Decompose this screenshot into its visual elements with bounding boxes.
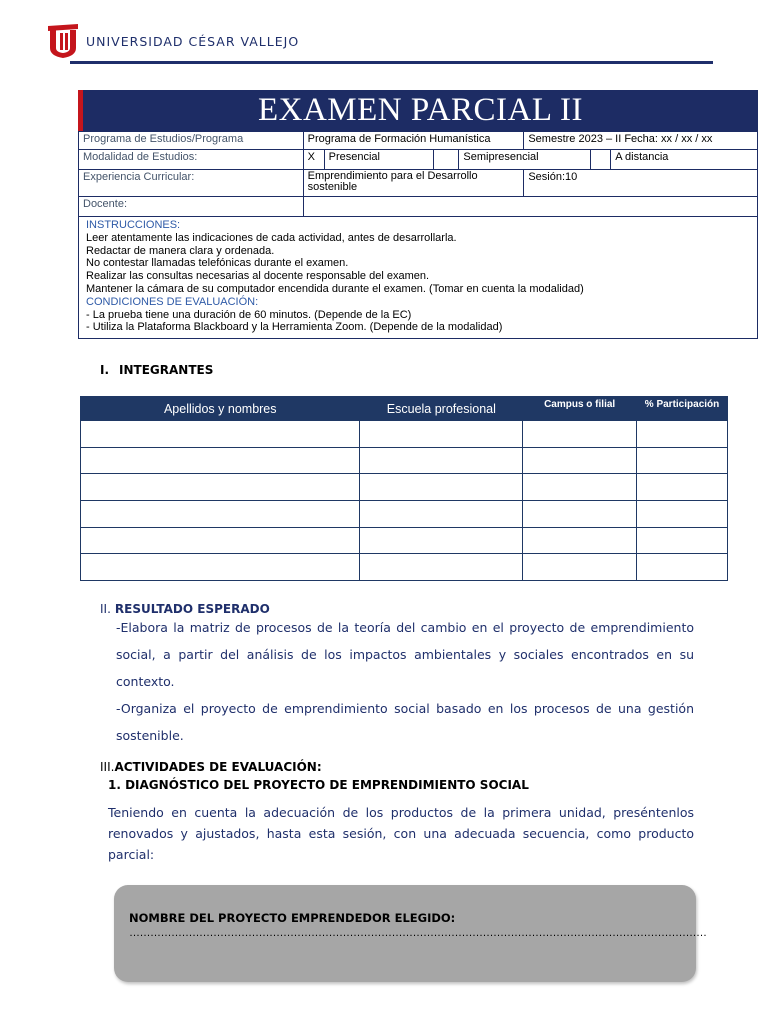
activity-1-description: Teniendo en cuenta la adecuación de los productos de la primera unidad, preséntenlos renovados y ajustados, hasta esta sesión, con una adecuada secuencia, como producto parcial:: [108, 805, 694, 862]
semester-date: Semestre 2023 – II Fecha: xx / xx / xx: [524, 132, 758, 150]
condition-item: - Utiliza la Plataforma Blackboard y la Herramienta Zoom. (Depende de la modalidad): [86, 321, 503, 334]
member-row: [81, 474, 728, 501]
modality-checkbox-presencial[interactable]: X: [303, 150, 324, 170]
expected-result-paragraph: -Organiza el proyecto de emprendimiento social basado en los procesos de una gestión sostenible.: [116, 701, 694, 743]
course-value: Emprendimiento para el Desarrollo sostenible: [303, 170, 524, 197]
section-1-number: I.: [100, 363, 110, 377]
teacher-field[interactable]: [303, 197, 757, 217]
member-school-cell[interactable]: [360, 501, 523, 528]
member-participation-cell[interactable]: [637, 421, 728, 448]
modality-option-presencial: Presencial: [324, 150, 434, 170]
university-name: UNIVERSIDAD CÉSAR VALLEJO: [86, 34, 300, 49]
instruction-item: Realizar las consultas necesarias al docente responsable del examen.: [86, 270, 430, 283]
member-participation-cell[interactable]: [637, 554, 728, 581]
section-3-heading: [100, 760, 322, 774]
section-2-number: II.: [100, 602, 111, 616]
members-table: [80, 396, 728, 581]
modality-option-distancia: A distancia: [611, 150, 758, 170]
member-campus-cell[interactable]: [523, 474, 637, 501]
instruction-item: Leer atentamente las indicaciones de cada actividad, antes de desarrollarla.: [86, 231, 457, 244]
column-header-school: Escuela profesional: [360, 397, 523, 421]
member-name-cell[interactable]: [81, 474, 360, 501]
section-2-title: RESULTADO ESPERADO: [114, 602, 270, 616]
expected-results: [116, 614, 694, 749]
modality-option-semipresencial: Semipresencial: [459, 150, 591, 170]
project-name-field[interactable]: …………………………………………………………………………………………………………………………………………………: [129, 927, 707, 939]
instruction-item: Mantener la cámara de su computador encendida durante el examen. (Tomar en cuenta la modalidad): [86, 282, 584, 295]
member-row: [81, 501, 728, 528]
section-3-number: III.: [100, 760, 115, 774]
member-participation-cell[interactable]: [637, 474, 728, 501]
teacher-label: Docente:: [79, 197, 304, 217]
section-1-title: INTEGRANTES: [119, 363, 214, 377]
member-campus-cell[interactable]: [523, 554, 637, 581]
modality-label: Modalidad de Estudios:: [79, 150, 304, 170]
member-name-cell[interactable]: [81, 501, 360, 528]
column-header-participation: % Participación: [637, 397, 728, 421]
member-row: [81, 447, 728, 474]
university-logo-icon: [48, 24, 78, 58]
modality-checkbox-semipresencial[interactable]: [434, 150, 459, 170]
activity-1-title: 1. DIAGNÓSTICO DEL PROYECTO DE EMPRENDIMIENTO SOCIAL: [108, 778, 529, 792]
instruction-item: Redactar de manera clara y ordenada.: [86, 244, 275, 257]
member-campus-cell[interactable]: [523, 447, 637, 474]
instruction-item: No contestar llamadas telefónicas durante el examen.: [86, 257, 349, 270]
member-school-cell[interactable]: [360, 474, 523, 501]
member-school-cell[interactable]: [360, 421, 523, 448]
exam-info-table: [78, 131, 758, 339]
section-1-heading: [100, 363, 213, 377]
member-row: [81, 421, 728, 448]
member-name-cell[interactable]: [81, 447, 360, 474]
section-3-title: ACTIVIDADES DE EVALUACIÓN:: [114, 760, 322, 774]
member-name-cell[interactable]: [81, 421, 360, 448]
project-name-label: NOMBRE DEL PROYECTO EMPRENDEDOR ELEGIDO:: [129, 911, 456, 925]
members-header-row: [81, 397, 728, 421]
member-campus-cell[interactable]: [523, 527, 637, 554]
member-campus-cell[interactable]: [523, 421, 637, 448]
member-campus-cell[interactable]: [523, 501, 637, 528]
session-number: Sesión:10: [524, 170, 758, 197]
exam-title: EXAMEN PARCIAL II: [78, 90, 758, 131]
member-row: [81, 527, 728, 554]
modality-checkbox-distancia[interactable]: [591, 150, 611, 170]
program-value: Programa de Formación Humanística: [303, 132, 524, 150]
condition-item: - La prueba tiene una duración de 60 minutos. (Depende de la EC): [86, 308, 412, 321]
instructions-heading: INSTRUCCIONES:: [86, 219, 181, 231]
expected-result-paragraph: -Elabora la matriz de procesos de la teoría del cambio en el proyecto de emprendimiento social, a partir del análisis de los impactos ambientales y sociales encontrados en su contexto.: [116, 620, 694, 689]
exam-info-block: [78, 90, 758, 339]
column-header-campus: Campus o filial: [523, 397, 637, 421]
member-school-cell[interactable]: [360, 527, 523, 554]
member-participation-cell[interactable]: [637, 447, 728, 474]
header-rule: [70, 61, 713, 64]
members-table-body: [81, 421, 728, 581]
member-name-cell[interactable]: [81, 554, 360, 581]
member-school-cell[interactable]: [360, 447, 523, 474]
member-row: [81, 554, 728, 581]
conditions-heading: CONDICIONES DE EVALUACIÓN:: [86, 295, 259, 308]
member-name-cell[interactable]: [81, 527, 360, 554]
program-label: Programa de Estudios/Programa: [79, 132, 304, 150]
member-participation-cell[interactable]: [637, 501, 728, 528]
project-name-box[interactable]: [114, 885, 707, 982]
member-participation-cell[interactable]: [637, 527, 728, 554]
column-header-names: Apellidos y nombres: [81, 397, 360, 421]
course-label: Experiencia Curricular:: [79, 170, 304, 197]
member-school-cell[interactable]: [360, 554, 523, 581]
instructions-cell: [79, 217, 758, 339]
